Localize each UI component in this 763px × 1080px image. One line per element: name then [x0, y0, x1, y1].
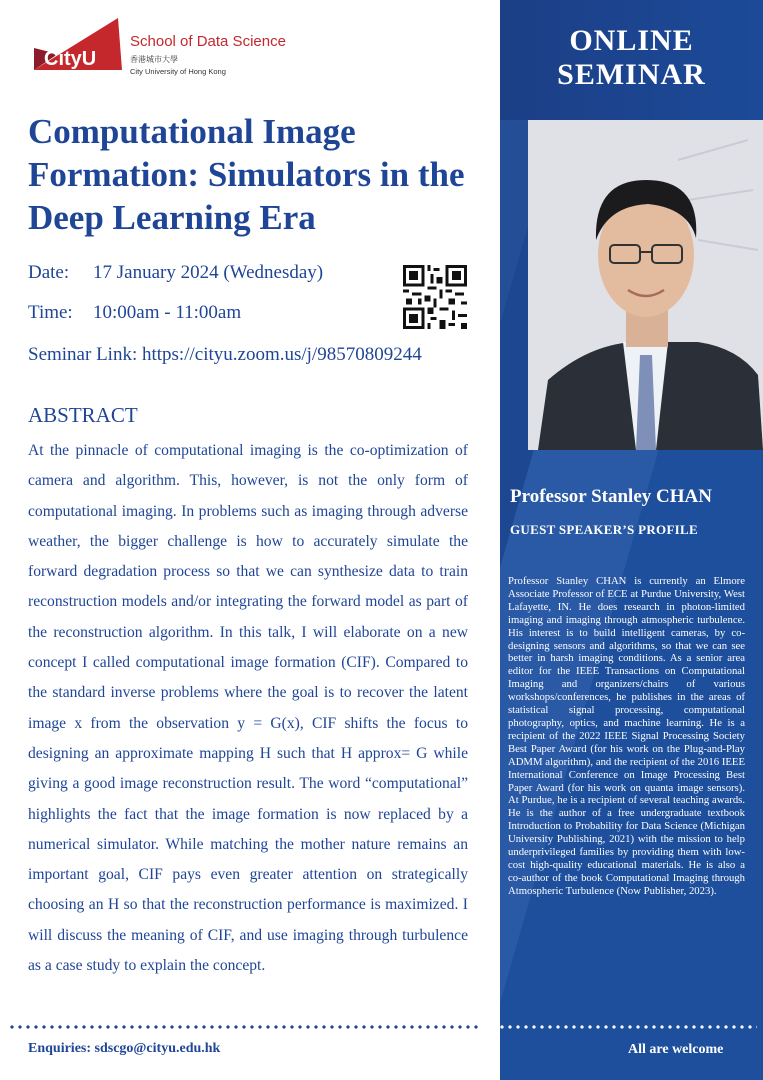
date-row [28, 262, 323, 284]
banner-line-2: SEMINAR [557, 58, 706, 91]
seminar-title: Computational Image Formation: Simulators in the Deep Learning Era [28, 112, 465, 237]
dotted-divider [482, 1025, 757, 1029]
time-value: 10:00am - 11:00am [93, 302, 242, 323]
university-name: City University of Hong Kong [130, 67, 226, 76]
speaker-portrait-icon [528, 120, 763, 450]
banner-line-1: ONLINE [569, 24, 694, 57]
seminar-link[interactable]: https://cityu.zoom.us/j/98570809244 [141, 344, 422, 365]
cityu-logo [30, 18, 125, 83]
speaker-photo [528, 120, 763, 450]
enquiries-contact: Enquiries: sdscgo@cityu.edu.hk [28, 1041, 221, 1056]
all-welcome-text: All are welcome [628, 1042, 724, 1057]
university-chinese-name: 香港城市大學 [130, 55, 178, 64]
abstract-text: At the pinnacle of computational imaging is the co-optimization of camera and algorithm. This, however, is not the only form of computational imaging. In problems such as imaging through adverse weather, the bigger challenge is how to accurately simulate the forward degradation process so that we can synthesize data to train reconstruction models and/or integrating the forward model as part of the reconstruction algorithm. In this talk, I will elaborate on a new concept I called computational image formation (CIF). Compared to the standard inverse problems where the goal is to recover the latent image x from the observation y = G(x), CIF shifts the focus to designing an approximate mapping H such that H approx= G while giving a good image reconstruction result. The word “computational” highlights the fact that the image formation is now replaced by a numerical simulator. While matching the mother nature remains an important goal, CIF pays even greater attention on strategically choosing an H so that the reconstruction performance is maximized. I will discuss the meaning of CIF, and use imaging through turbulence as a case study to explain the concept. [28, 442, 468, 975]
speaker-name: Professor Stanley CHAN [510, 486, 712, 507]
cityu-logo-icon [30, 18, 125, 78]
date-value: 17 January 2024 (Wednesday) [93, 262, 324, 283]
dotted-divider [8, 1025, 478, 1029]
qr-code-icon [403, 265, 467, 329]
abstract-heading: ABSTRACT [28, 403, 138, 427]
time-label: Time: [28, 302, 73, 323]
time-row [28, 302, 241, 324]
speaker-bio: Professor Stanley CHAN is currently an Elmore Associate Professor of ECE at Purdue University, West Lafayette, IN. He does research in photon-limited imaging and imaging through atmospheric turbulence. His interest is to build intelligent cameras, by co-designing sensors and algorithms, so that we can see better in harsh imaging conditions. As a senior area editor for the IEEE Transactions on Computational Imaging and organizers/chairs of various workshops/conferences, he publishes in the areas of statistical signal processing, computational photography, optics, and machine learning. He is a recipient of the 2022 IEEE Signal Processing Society Best Paper Award (for his work on the Plug-and-Play ADMM algorithm), and the recipient of the 2016 IEEE International Conference on Image Processing Best Paper Award (for his work on quanta image sensors). At Purdue, he is a recipient of several teaching awards. He is the author of a free undergraduate textbook Introduction to Probability for Data Science (Michigan University Publishing, 2021) with the mission to help underprivileged families by providing them with low-cost high-quality educational materials. He is also a co-author of the book Computational Imaging through Atmospheric Turbulence (Now Publisher, 2023). [508, 575, 745, 897]
seminar-link-label: Seminar Link: [28, 344, 138, 365]
qr-code[interactable] [403, 265, 467, 334]
school-name: School of Data Science [130, 33, 286, 50]
online-seminar-banner [500, 24, 763, 92]
seminar-link-row [28, 344, 422, 366]
date-label: Date: [28, 262, 70, 283]
speaker-profile-subtitle: GUEST SPEAKER’S PROFILE [510, 522, 698, 537]
logo-text: CityU [44, 48, 97, 70]
